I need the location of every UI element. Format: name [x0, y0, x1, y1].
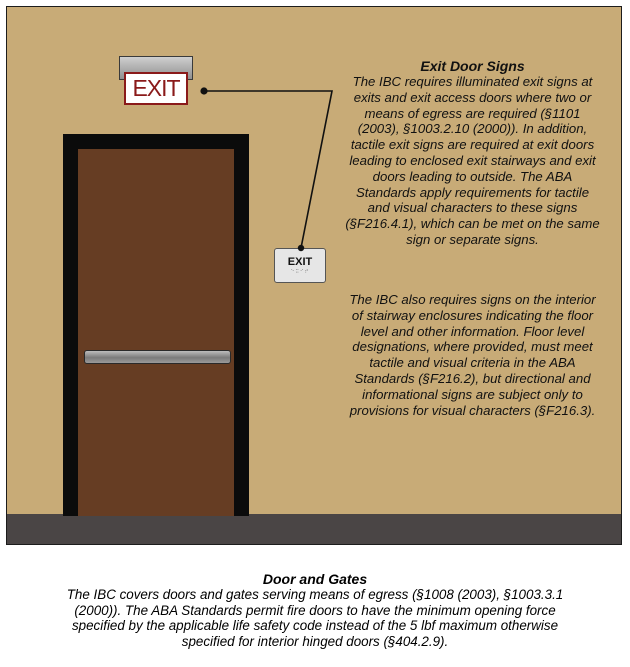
callout-paragraph: The IBC also requires signs on the interior of stairway enclosures indicating the floor level and other information. Floor level designations, where provided, must meet tactile and visual criteria in the ABA Standards (§F216.2), but directional and informational signs are subject only to provisions for visual characters (§F216.3). [349, 292, 596, 418]
tactile-sign-text: EXIT [287, 256, 313, 268]
illustration-panel [6, 6, 622, 545]
caption-title: Door and Gates [262, 571, 368, 587]
callout-title: Exit Door Signs [420, 58, 525, 74]
exit-sign-text: EXIT [132, 75, 180, 101]
braille-dots: ⠑⠭⠊⠞ [290, 269, 310, 275]
callout-paragraph: The IBC requires illuminated exit signs at exits and exit access doors where two or means of egress are required (§1101 (2003), §1003.2.10 (2000)). In addition, tactile exit signs are required at exit doors leading to enclosed exit stairways and exit doors leading to outside. The ABA Standards apply requirements for tactile and visual characters to these signs (§F216.4.1), which can be met on the same sign or separate signs. [345, 74, 600, 247]
caption-body: The IBC covers doors and gates serving means of egress (§1008 (2003), §1003.3.1 (2000)). The ABA Standards permit fire doors to have the minimum opening force specified by the applicable life safety code instead of the 5 lbf maximum otherwise specified for interior hinged doors (§404.2.9). [66, 587, 564, 649]
